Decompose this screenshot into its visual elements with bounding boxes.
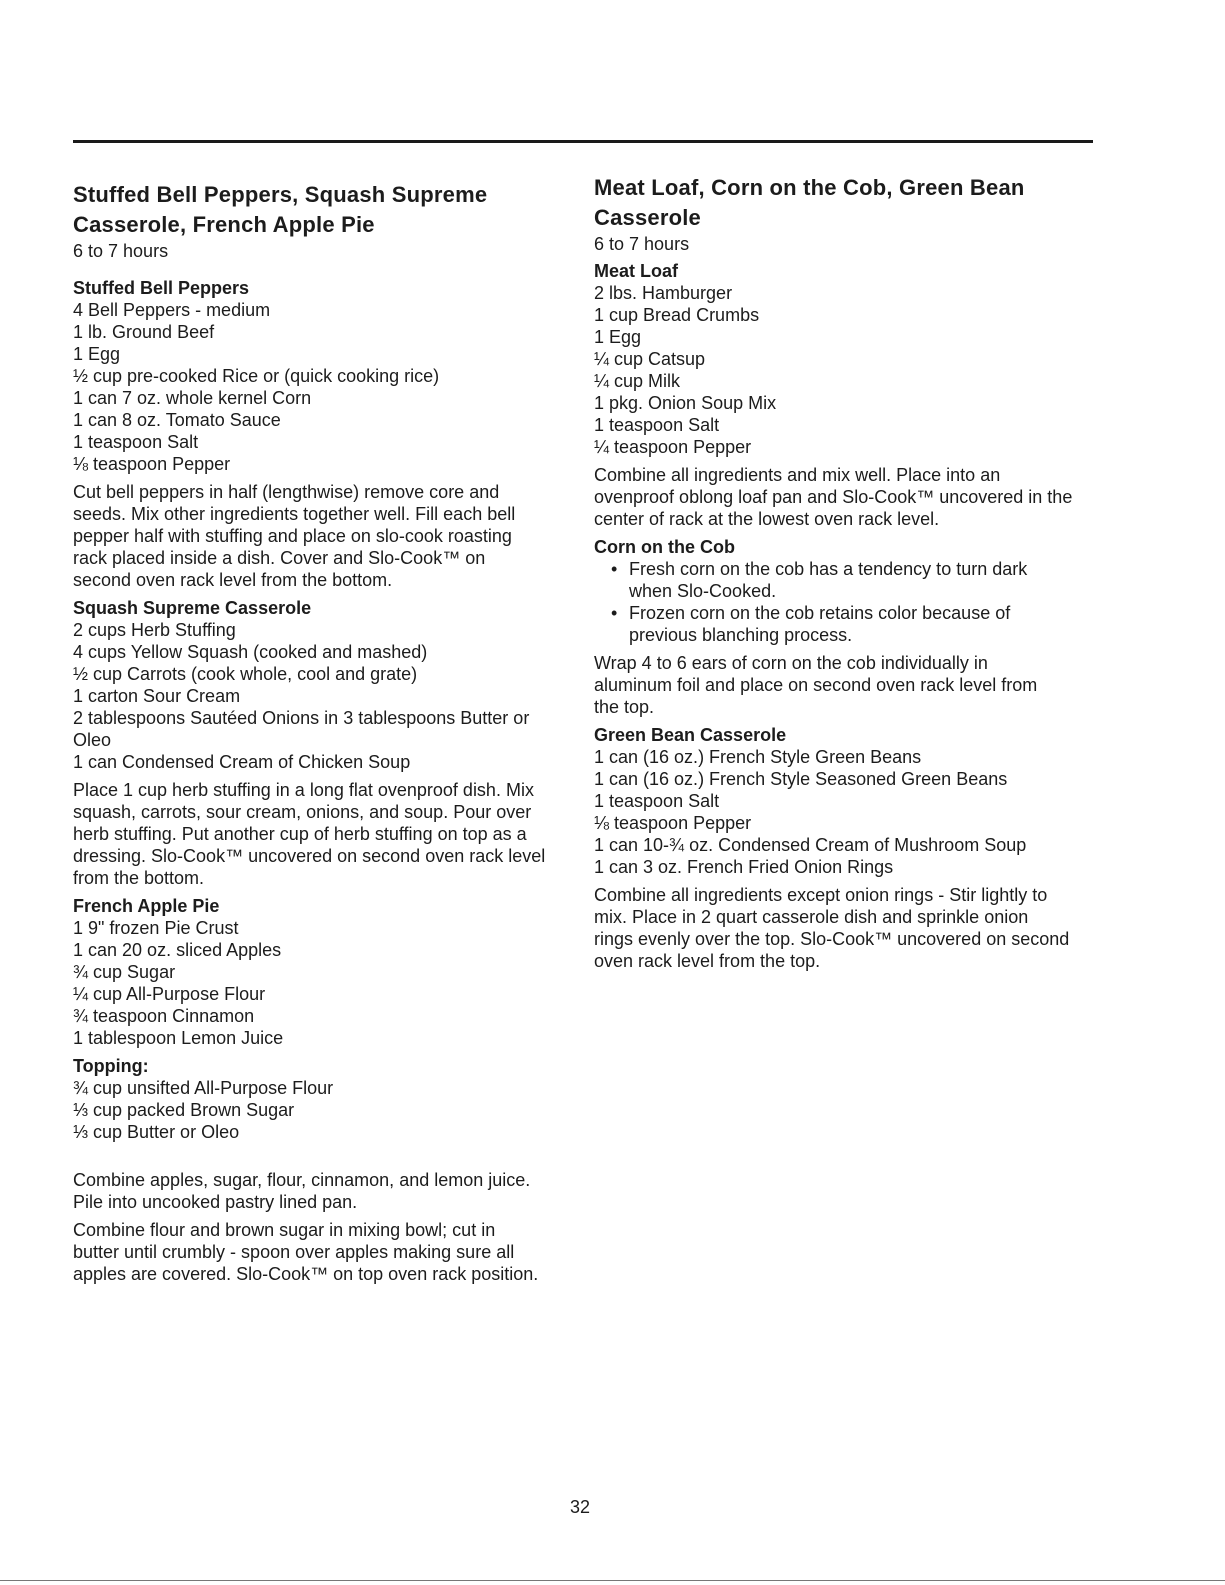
tips-list xyxy=(594,558,1099,646)
ingredient-list xyxy=(594,282,1099,458)
directions: Place 1 cup herb stuffing in a long flat ovenproof dish. Mix squash, carrots, sour cream, onions, and soup. Pour over herb stuffing. Put another cup of herb stuffing on top as a dressing. Slo-Cook™ uncovered on second oven rack level from the bottom. xyxy=(73,780,546,888)
ingredient: ¼ cup All-Purpose Flour xyxy=(73,984,266,1004)
recipe-title: Meat Loaf, Corn on the Cob, Green Bean Casserole xyxy=(594,175,1025,230)
ingredient: 1 teaspoon Salt xyxy=(73,432,199,452)
cook-time: 6 to 7 hours xyxy=(73,241,169,261)
section-heading: Corn on the Cob xyxy=(594,537,735,557)
ingredient-list xyxy=(73,299,573,475)
section-heading: Stuffed Bell Peppers xyxy=(73,278,250,298)
ingredient: ¼ cup Milk xyxy=(594,371,681,391)
recipe-title: Stuffed Bell Peppers, Squash Supreme Casserole, French Apple Pie xyxy=(73,182,488,237)
ingredient: ½ cup Carrots (cook whole, cool and grate) xyxy=(73,664,418,684)
ingredient: 1 teaspoon Salt xyxy=(594,415,720,435)
ingredient: ¾ cup unsifted All-Purpose Flour xyxy=(73,1078,334,1098)
ingredient-list xyxy=(73,619,573,773)
ingredient: 4 Bell Peppers - medium xyxy=(73,300,271,320)
ingredient-list xyxy=(73,1077,573,1143)
ingredient: ⅓ cup Butter or Oleo xyxy=(73,1122,240,1142)
left-column xyxy=(73,180,573,1285)
ingredient: ½ cup pre-cooked Rice or (quick cooking rice) xyxy=(73,366,440,386)
ingredient: 1 9" frozen Pie Crust xyxy=(73,918,239,938)
ingredient: 2 cups Herb Stuffing xyxy=(73,620,236,640)
ingredient: 1 tablespoon Lemon Juice xyxy=(73,1028,284,1048)
directions: Cut bell peppers in half (lengthwise) remove core and seeds. Mix other ingredients together well. Fill each bell pepper half with stuffing and place on slo-cook roasting rack placed inside a dish. Cover and Slo-Cook™ on second oven rack level from the bottom. xyxy=(73,482,516,590)
ingredient: 1 Egg xyxy=(594,327,642,347)
directions: Wrap 4 to 6 ears of corn on the cob individually in aluminum foil and place on second oven rack level from the top. xyxy=(594,653,1038,717)
ingredient: 1 can 10-¾ oz. Condensed Cream of Mushroom Soup xyxy=(594,835,1027,855)
section-heading: French Apple Pie xyxy=(73,896,220,916)
right-column xyxy=(594,173,1099,972)
ingredient: ¼ teaspoon Pepper xyxy=(594,437,752,457)
ingredient: 1 cup Bread Crumbs xyxy=(594,305,760,325)
section-heading: Squash Supreme Casserole xyxy=(73,598,312,618)
ingredient: 1 lb. Ground Beef xyxy=(73,322,215,342)
header-rule xyxy=(73,140,1093,143)
ingredient: ⅛ teaspoon Pepper xyxy=(73,454,231,474)
ingredient-list xyxy=(73,917,573,1049)
ingredient: ¾ teaspoon Cinnamon xyxy=(73,1006,255,1026)
list-item: • Frozen corn on the cob retains color because of previous blanching process. xyxy=(629,602,1099,646)
ingredient: 1 can 8 oz. Tomato Sauce xyxy=(73,410,281,430)
ingredient: 1 teaspoon Salt xyxy=(594,791,720,811)
ingredient: 1 Egg xyxy=(73,344,121,364)
ingredient-list xyxy=(594,746,1099,878)
ingredient: ⅓ cup packed Brown Sugar xyxy=(73,1100,295,1120)
ingredient: 4 cups Yellow Squash (cooked and mashed) xyxy=(73,642,428,662)
bottom-rule xyxy=(0,1580,1225,1581)
directions: Combine all ingredients and mix well. Place into an ovenproof oblong loaf pan and Slo-Cook™ uncovered in the center of rack at the lowest oven rack level. xyxy=(594,465,1073,529)
section-heading: Meat Loaf xyxy=(594,261,679,281)
cook-time: 6 to 7 hours xyxy=(594,234,690,254)
ingredient: ¼ cup Catsup xyxy=(594,349,706,369)
list-item: • Fresh corn on the cob has a tendency to turn dark when Slo-Cooked. xyxy=(629,558,1099,602)
ingredient: 1 can 7 oz. whole kernel Corn xyxy=(73,388,312,408)
ingredient: ⅛ teaspoon Pepper xyxy=(594,813,752,833)
ingredient: 1 pkg. Onion Soup Mix xyxy=(594,393,777,413)
ingredient: ¾ cup Sugar xyxy=(73,962,176,982)
directions: Combine flour and brown sugar in mixing bowl; cut in butter until crumbly - spoon over apples making sure all apples are covered. Slo-Cook™ on top oven rack position. xyxy=(73,1220,539,1284)
ingredient: 2 lbs. Hamburger xyxy=(594,283,733,303)
ingredient: 1 carton Sour Cream xyxy=(73,686,241,706)
ingredient: 1 can 20 oz. sliced Apples xyxy=(73,940,282,960)
ingredient: 1 can Condensed Cream of Chicken Soup xyxy=(73,752,411,772)
ingredient: 1 can 3 oz. French Fried Onion Rings xyxy=(594,857,894,877)
ingredient: Oleo xyxy=(73,730,112,750)
directions: Combine apples, sugar, flour, cinnamon, and lemon juice. Pile into uncooked pastry lined pan. xyxy=(73,1170,531,1212)
directions: Combine all ingredients except onion rings - Stir lightly to mix. Place in 2 quart casserole dish and sprinkle onion rings evenly over the top. Slo-Cook™ uncovered on second oven rack level from the top. xyxy=(594,885,1070,971)
ingredient: 2 tablespoons Sautéed Onions in 3 tablespoons Butter or xyxy=(73,708,530,728)
ingredient: 1 can (16 oz.) French Style Seasoned Green Beans xyxy=(594,769,1008,789)
section-heading: Green Bean Casserole xyxy=(594,725,787,745)
ingredient: 1 can (16 oz.) French Style Green Beans xyxy=(594,747,922,767)
page-number: 32 xyxy=(569,1497,591,1517)
topping-heading: Topping: xyxy=(73,1056,149,1076)
